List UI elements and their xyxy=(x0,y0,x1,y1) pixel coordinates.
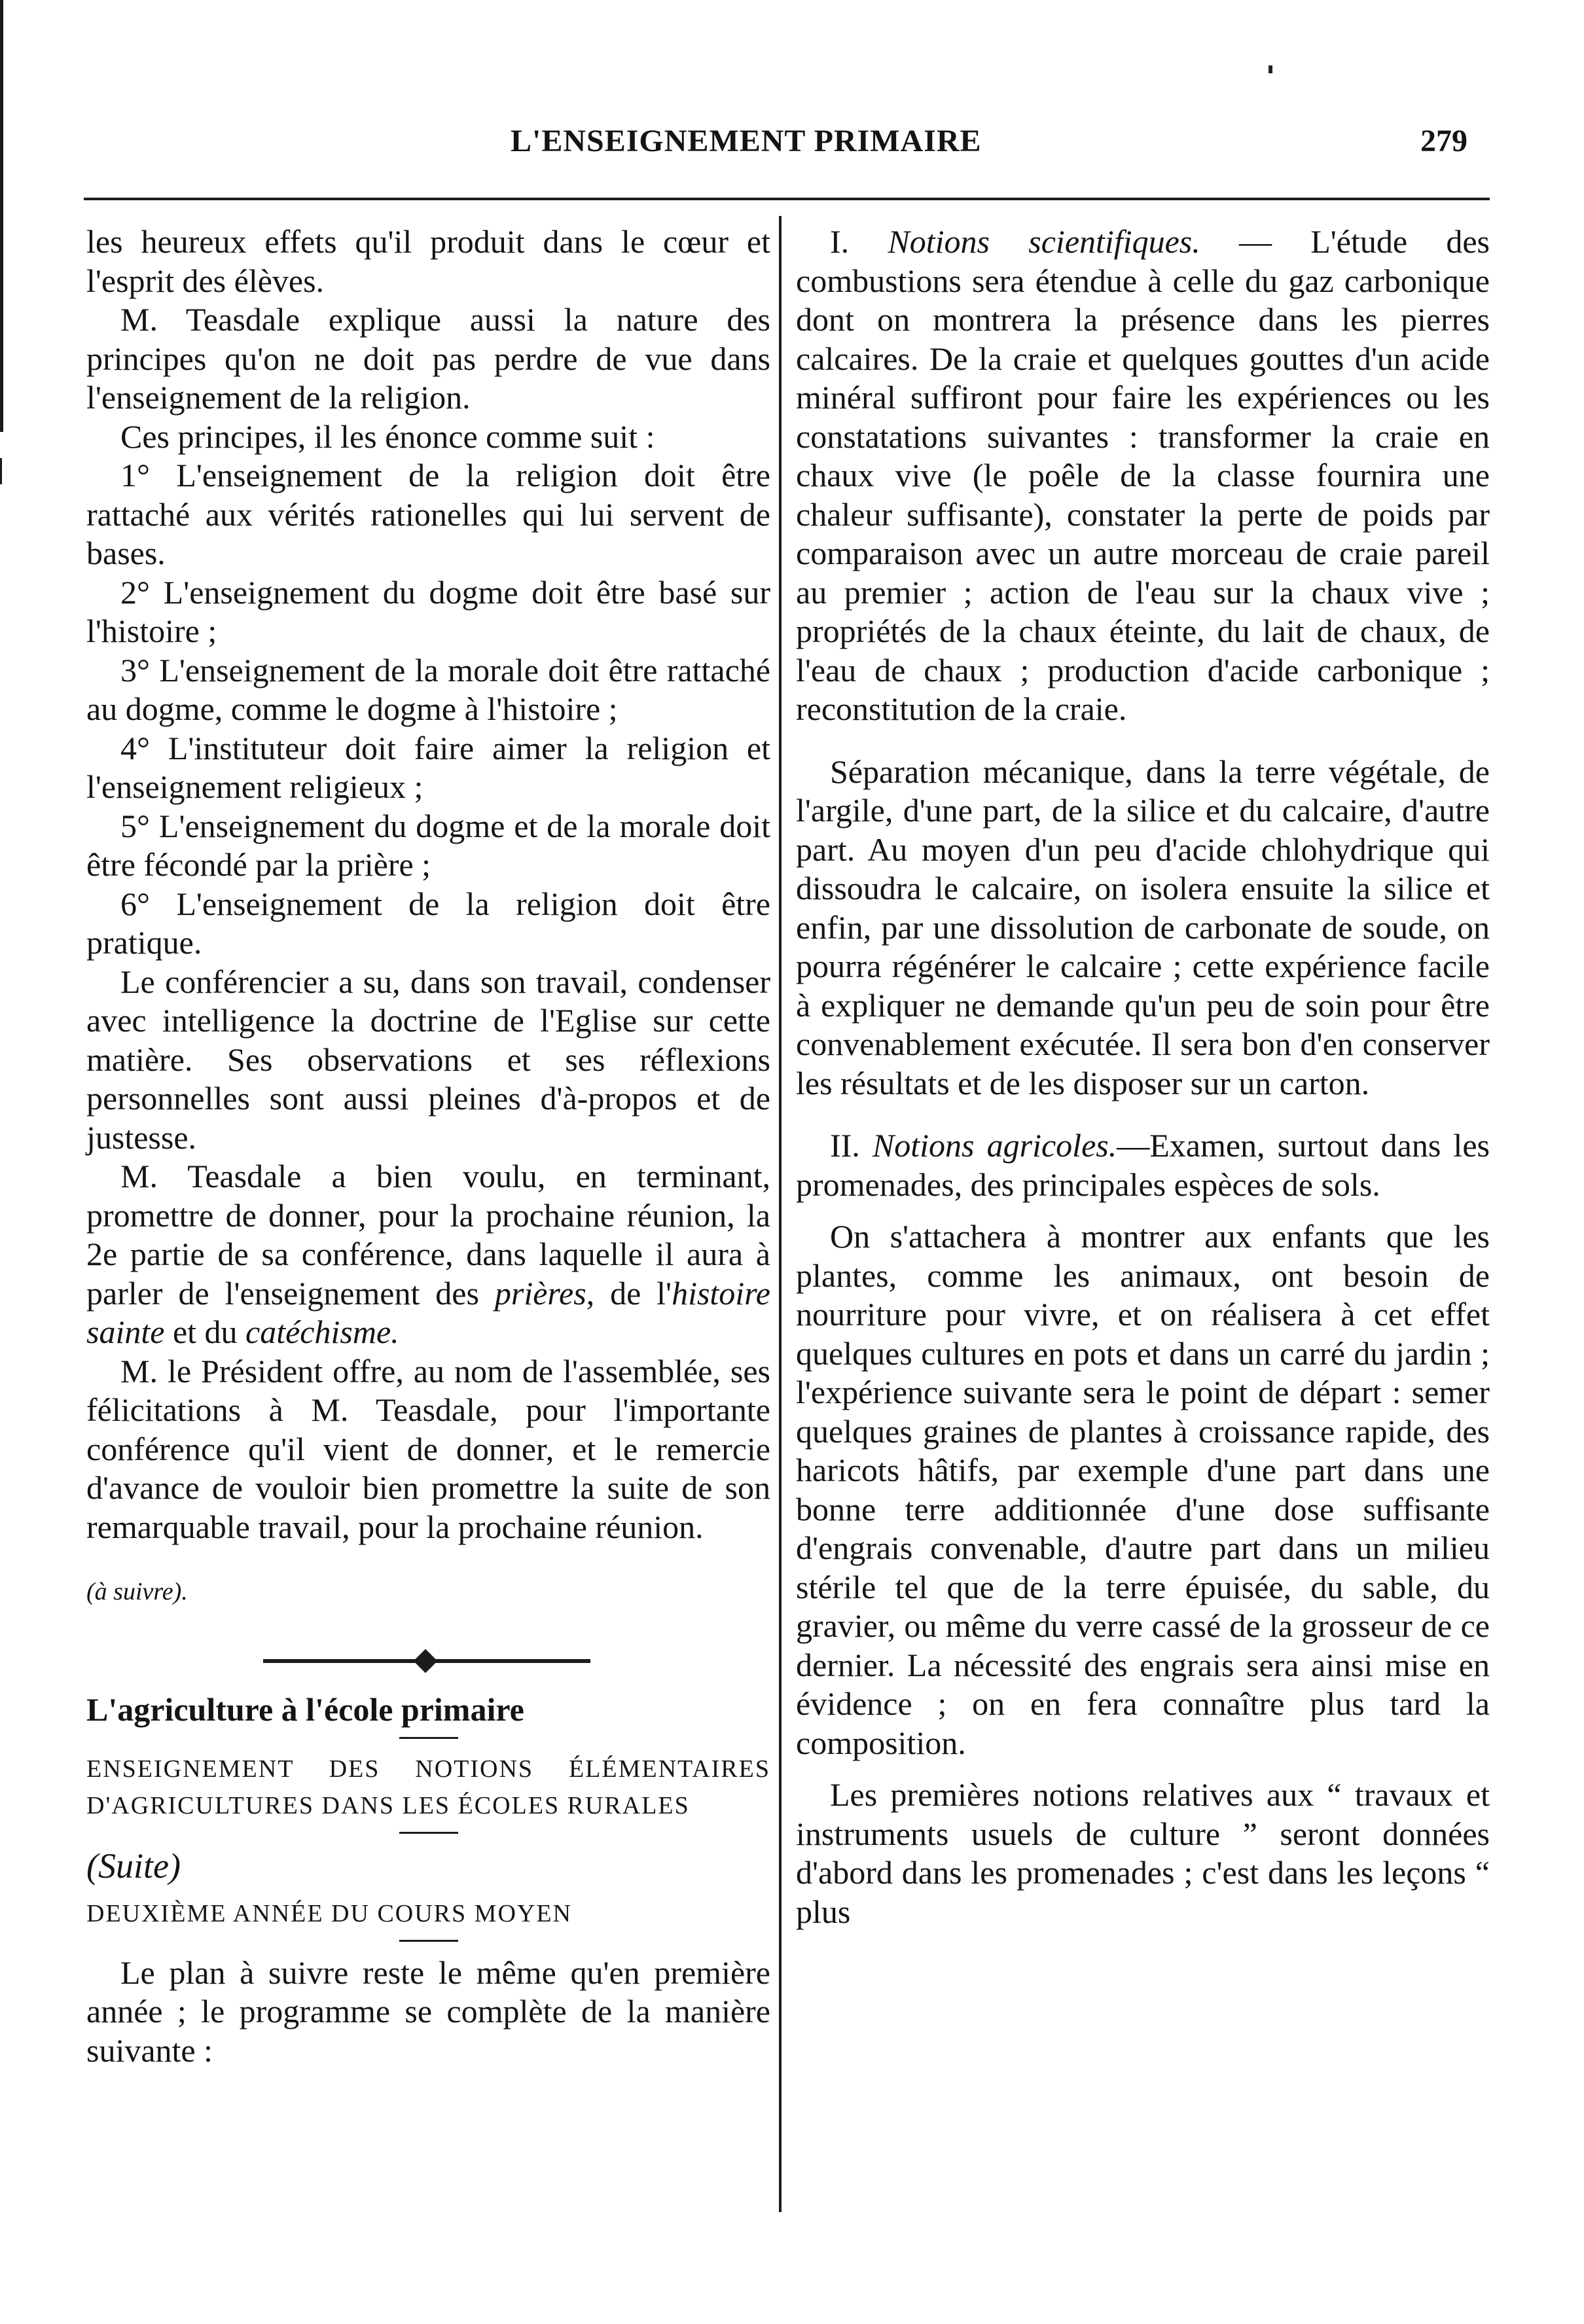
left-column xyxy=(86,223,770,2070)
to-be-continued: (à suivre). xyxy=(86,1578,188,1605)
section-number: I. xyxy=(830,223,888,260)
paragraph-gap xyxy=(796,1204,1490,1217)
emphasis: Notions agricoles. xyxy=(872,1127,1117,1164)
paragraph: M. le Président offre, au nom de l'assemblée, ses félicitations à M. Teasdale, pour l'importante conférence qu'il vient de donner, et le remercie d'avance de vouloir bien promettre la suite de son remarquable travail, pour la prochaine réunion. xyxy=(86,1352,770,1545)
paragraph: Séparation mécanique, dans la terre végétale, de l'argile, d'une part, de la silice et du calcaire, d'autre part. Au moyen d'un peu d'acide chlohydrique qui dissoudra le calcaire, on isolera ensuite la silice et enfin, par une dissolution de carbonate de soude, on pourra régénérer le calcaire ; cette expérience facile à expliquer ne demande qu'un peu de soin pour être convenablement exécutée. Il sera bon d'en conserver les résultats et de les disposer sur un carton. xyxy=(796,753,1490,1101)
paragraph: Les premières notions relatives aux “ travaux et instruments usuels de culture ” seront données d'abord dans les promenades ; c'est dans les leçons “ plus xyxy=(796,1776,1490,1930)
section-subtitle: ENSEIGNEMENT DES NOTIONS ÉLÉMENTAIRES D'AGRICULTURES DANS LES ÉCOLES RURALES xyxy=(86,1755,770,1819)
principle-item: 6° L'enseignement de la religion doit être pratique. xyxy=(86,885,770,961)
text-run: —Examen, surtout dans les promenades, des principales espèces de sols. xyxy=(796,1127,1490,1203)
principle-item: 4° L'instituteur doit faire aimer la religion et l'enseignement religieux ; xyxy=(86,729,770,805)
paragraph: Le conférencier a su, dans son travail, condenser avec intelligence la doctrine de l'Eglise sur cette matière. Ses observations et ses réflexions personnelles sont aussi pleines d'à-propos et de justesse. xyxy=(86,963,770,1156)
emphasis: catéchisme. xyxy=(245,1314,399,1350)
subtitle-rule xyxy=(399,1832,458,1834)
emphasis: Notions scientifiques. xyxy=(888,223,1200,260)
principle-item: 1° L'enseignement de la religion doit être rattaché aux vérités rationelles qui lui servent de bases. xyxy=(86,457,770,571)
suite-label: (Suite) xyxy=(86,1846,181,1886)
running-title: L'ENSEIGNEMENT PRIMAIRE xyxy=(511,124,982,158)
section-title: L'agriculture à l'école primaire xyxy=(86,1690,524,1728)
section-number: II. xyxy=(830,1127,873,1164)
principle-item: 3° L'enseignement de la morale doit être rattaché au dogme, comme le dogme à l'histoire ; xyxy=(86,651,770,727)
paragraph: On s'attachera à montrer aux enfants que les plantes, comme les animaux, ont besoin de nourriture pour vivre, et on réalisera à cet effet quelques cultures en pots et dans un carré du jardin ; l'expérience suivante sera le point de départ : semer quelques graines de plantes à croissance rapide, des haricots hâtifs, par exemple d'une part dans une bonne terre additionnée d'une dose suffisante d'engrais convenable, d'autre part dans un milieu stérile tel que de la terre épuisée, du sable, du gravier, ou même du verre cassé de la grosseur de ce dernier. La nécessité des engrais sera ainsi mise en évidence ; on en fera connaître plus tard la composition. xyxy=(796,1218,1490,1761)
text-run: — L'étude des combustions sera étendue à celle du gaz carbonique dont on montrera la présence dans les pierres calcaires. De la craie et quelques gouttes d'un acide minéral suffiront pour faire les expériences ou les constatations suivantes : transformer la craie en chaux vive (le poêle de la classe fournira une chaleur suffisante), constater la perte de poids par comparaison avec un autre morceau de craie pareil au premier ; action de l'eau sur la chaux vive ; propriétés de la chaux éteinte, du lait de chaux, de l'eau de chaux ; production d'acide carbonique ; reconstitution de la craie. xyxy=(796,223,1490,727)
paragraph xyxy=(796,1126,1490,1204)
page-edge-line xyxy=(0,0,3,432)
page-number: 279 xyxy=(1420,124,1467,158)
ink-mark xyxy=(1269,65,1272,73)
paragraph-gap xyxy=(796,729,1490,753)
emphasis: histoire sainte xyxy=(86,1274,770,1350)
principle-item: 5° L'enseignement du dogme et de la morale doit être fécondé par la prière ; xyxy=(86,807,770,883)
heading-rule xyxy=(399,1940,458,1942)
text-run: M. Teasdale a bien voulu, en terminant, promettre de donner, pour la prochaine réunion, la 2e partie de sa conférence, dans laquelle il aura à parler de l'enseignement des xyxy=(86,1158,770,1312)
column-divider xyxy=(779,216,782,2212)
principle-item: 2° L'enseignement du dogme doit être basé sur l'histoire ; xyxy=(86,573,770,649)
paragraph: les heureux effets qu'il produit dans le cœur et l'esprit des élèves. xyxy=(86,223,770,299)
text-run: , de l' xyxy=(586,1274,672,1312)
paragraph xyxy=(796,223,1490,729)
paragraph: Le plan à suivre reste le même qu'en première année ; le programme se complète de la manière suivante : xyxy=(86,1954,770,2069)
header-rule xyxy=(84,198,1490,200)
section-ornament xyxy=(86,1645,770,1677)
emphasis: prières xyxy=(494,1274,586,1312)
paragraph-gap xyxy=(796,1762,1490,1776)
ornament-diamond xyxy=(414,1649,438,1673)
text-run: et du xyxy=(164,1314,246,1350)
paragraph-gap xyxy=(796,1103,1490,1126)
page-edge-line xyxy=(0,458,2,484)
paragraph xyxy=(86,1157,770,1352)
right-column xyxy=(796,223,1490,1931)
paragraph: M. Teasdale explique aussi la nature des principes qu'on ne doit pas perdre de vue dans l'enseignement de la religion. xyxy=(86,301,770,416)
course-heading: DEUXIÈME ANNÉE DU COURS MOYEN xyxy=(86,1899,572,1927)
title-rule xyxy=(399,1737,458,1739)
paragraph: Ces principes, il les énonce comme suit : xyxy=(120,418,655,455)
